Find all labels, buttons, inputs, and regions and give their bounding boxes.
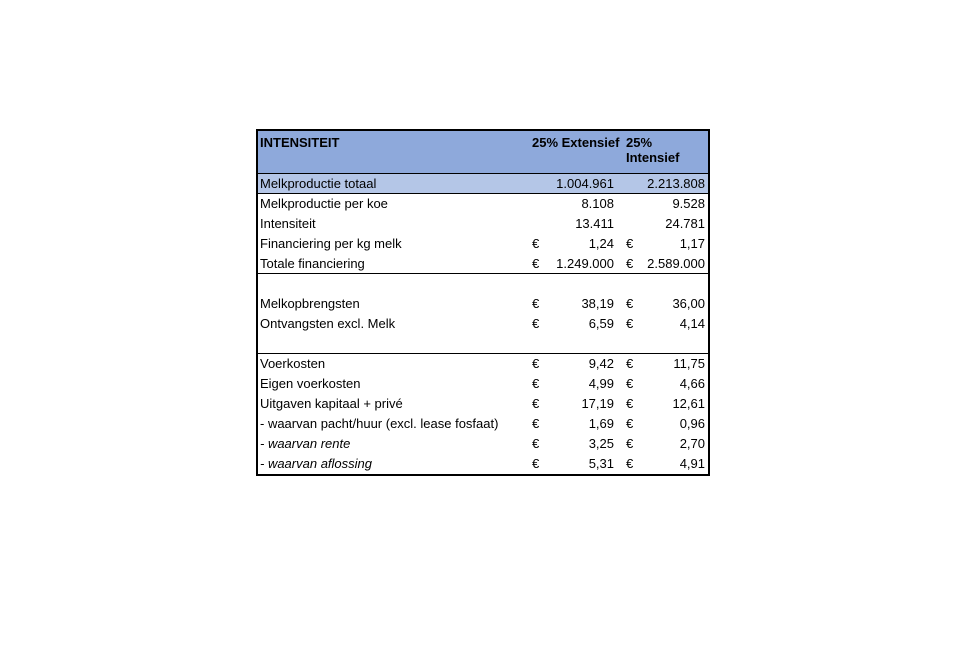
currency-symbol: € bbox=[532, 416, 540, 431]
currency-symbol: € bbox=[532, 456, 540, 471]
row-label: Melkproductie per koe bbox=[260, 196, 388, 211]
row-label: Melkproductie totaal bbox=[260, 176, 377, 191]
value-intensive: 1,17 bbox=[679, 236, 705, 251]
row-label: - waarvan aflossing bbox=[260, 456, 372, 471]
table-row bbox=[258, 314, 708, 334]
table-body bbox=[258, 174, 708, 474]
header-title: INTENSITEIT bbox=[260, 135, 340, 150]
table-row bbox=[258, 234, 708, 254]
value-extensive: 1.004.961 bbox=[556, 176, 614, 191]
value-intensive: 24.781 bbox=[665, 216, 705, 231]
value-intensive: 12,61 bbox=[672, 396, 705, 411]
currency-symbol: € bbox=[532, 436, 540, 451]
table-header bbox=[258, 131, 708, 174]
currency-symbol: € bbox=[626, 456, 634, 471]
value-extensive: 8.108 bbox=[581, 196, 614, 211]
row-label: Intensiteit bbox=[260, 216, 316, 231]
currency-symbol: € bbox=[626, 416, 634, 431]
header-col-extensive: 25% Extensief bbox=[532, 135, 620, 150]
currency-symbol: € bbox=[626, 396, 634, 411]
currency-symbol: € bbox=[532, 396, 540, 411]
currency-symbol: € bbox=[626, 376, 634, 391]
row-label: Totale financiering bbox=[260, 256, 365, 271]
row-label: Financiering per kg melk bbox=[260, 236, 402, 251]
currency-symbol: € bbox=[626, 356, 634, 371]
currency-symbol: € bbox=[532, 296, 540, 311]
currency-symbol: € bbox=[626, 256, 634, 271]
value-intensive: 36,00 bbox=[672, 296, 705, 311]
value-intensive: 2.213.808 bbox=[647, 176, 705, 191]
row-label: Voerkosten bbox=[260, 356, 326, 371]
value-extensive: 38,19 bbox=[581, 296, 614, 311]
table-row bbox=[258, 374, 708, 394]
currency-symbol: € bbox=[532, 356, 540, 371]
value-extensive: 13.411 bbox=[575, 216, 614, 231]
value-intensive: 2,70 bbox=[679, 436, 705, 451]
value-extensive: 3,25 bbox=[588, 436, 614, 451]
value-intensive: 9.528 bbox=[672, 196, 705, 211]
value-intensive: 2.589.000 bbox=[647, 256, 705, 271]
table-row bbox=[258, 274, 708, 294]
table-row bbox=[258, 354, 708, 374]
value-extensive: 1.249.000 bbox=[556, 256, 614, 271]
header-col-intensive: 25% Intensief bbox=[626, 135, 680, 165]
value-extensive: 9,42 bbox=[588, 356, 614, 371]
value-intensive: 11,75 bbox=[673, 356, 705, 371]
value-extensive: 5,31 bbox=[588, 456, 614, 471]
table-row bbox=[258, 334, 708, 354]
table-row bbox=[258, 434, 708, 454]
currency-symbol: € bbox=[532, 376, 540, 391]
value-intensive: 4,66 bbox=[679, 376, 705, 391]
row-label: Uitgaven kapitaal + privé bbox=[260, 396, 403, 411]
table-row bbox=[258, 414, 708, 434]
value-intensive: 0,96 bbox=[679, 416, 705, 431]
table-row bbox=[258, 194, 708, 214]
currency-symbol: € bbox=[626, 316, 634, 331]
value-extensive: 6,59 bbox=[588, 316, 614, 331]
row-label: - waarvan pacht/huur (excl. lease fosfaat) bbox=[260, 416, 499, 431]
table-row bbox=[258, 214, 708, 234]
currency-symbol: € bbox=[532, 236, 540, 251]
value-extensive: 17,19 bbox=[581, 396, 614, 411]
table-row bbox=[258, 454, 708, 474]
value-intensive: 4,14 bbox=[679, 316, 705, 331]
table-row bbox=[258, 254, 708, 274]
row-label: Ontvangsten excl. Melk bbox=[260, 316, 396, 331]
value-extensive: 1,69 bbox=[588, 416, 614, 431]
table-row bbox=[258, 174, 708, 194]
currency-symbol: € bbox=[626, 436, 634, 451]
value-extensive: 4,99 bbox=[588, 376, 614, 391]
value-intensive: 4,91 bbox=[679, 456, 705, 471]
row-label: Melkopbrengsten bbox=[260, 296, 360, 311]
row-label: Eigen voerkosten bbox=[260, 376, 361, 391]
value-extensive: 1,24 bbox=[588, 236, 614, 251]
row-label: - waarvan rente bbox=[260, 436, 351, 451]
table-row bbox=[258, 294, 708, 314]
table-row bbox=[258, 394, 708, 414]
currency-symbol: € bbox=[626, 236, 634, 251]
currency-symbol: € bbox=[626, 296, 634, 311]
intensity-table bbox=[256, 129, 710, 476]
currency-symbol: € bbox=[532, 316, 540, 331]
currency-symbol: € bbox=[532, 256, 540, 271]
